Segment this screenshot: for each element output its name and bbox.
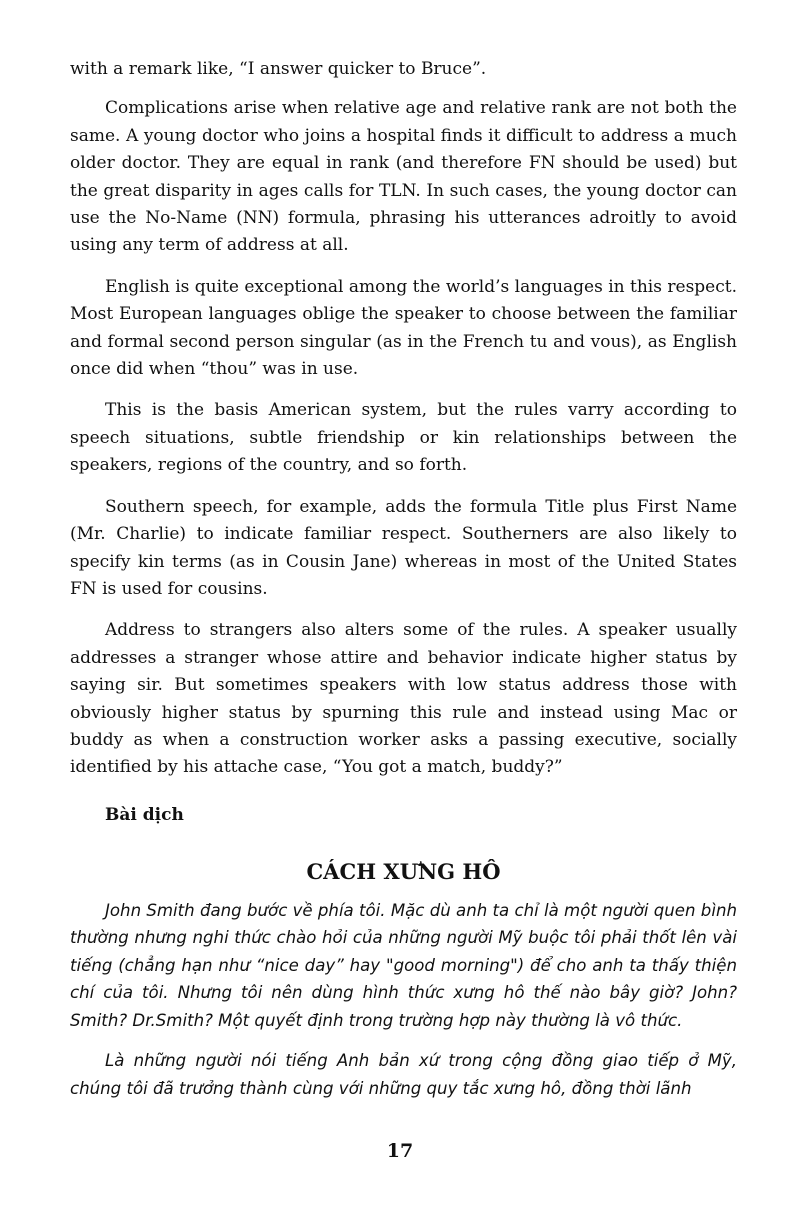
paragraph-southern-speech: Southern speech, for example, adds the formula Title plus First Name (Mr. Charlie) to indicate familiar respect. Southerners are also likely to specify kin terms (as in Cousin Jane) whereas in most of the United States FN is used for cousins. bbox=[70, 496, 737, 599]
translation-label: Bài dịch bbox=[105, 804, 184, 825]
paragraph-english-exceptional: English is quite exceptional among the world’s languages in this respect. Most European languages oblige the speaker to choose between the familiar and formal second person singular (as in the French tu and vous), as English once did when “thou” was in use. bbox=[70, 276, 737, 380]
paragraph-american-system: This is the basis American system, but the rules varry according to speech situations, subtle friendship or kin relationships between the speakers, regions of the country, and so forth. bbox=[70, 400, 737, 476]
paragraph-strangers: Address to strangers also alters some of the rules. A speaker usually addresses a stranger whose attire and behavior indicate higher status by saying sir. But sometimes speakers with low status address those with obviously higher status by spurning this rule and instead using Mac or buddy as when a construction worker asks a passing executive, socially identified by his attache case, “You got a match, buddy?” bbox=[70, 620, 737, 778]
translation-title: CÁCH XƯNG HÔ bbox=[306, 858, 501, 884]
page-body bbox=[70, 56, 737, 1115]
translation-paragraph-1: John Smith đang bước về phía tôi. Mặc dù anh ta chỉ là một người quen bình thường nhưng nghi thức chào hỏi của những người Mỹ buộc tôi phải thốt lên vài tiếng (chẳng hạn như “nice day” hay "good morning") để cho anh ta thấy thiện chí của tôi. Nhưng tôi nên dùng hình thức xưng hô thế nào bây giờ? John? Smith? Dr.Smith? Một quyết định trong trường hợp này thường là vô thức. bbox=[70, 900, 737, 1030]
page-number: 17 bbox=[386, 1140, 414, 1162]
paragraph-continuation: with a remark like, “I answer quicker to Bruce”. bbox=[70, 59, 487, 79]
translation-paragraph-2: Là những người nói tiếng Anh bản xứ trong cộng đồng giao tiếp ở Mỹ, chúng tôi đã trưởng thành cùng với những quy tắc xưng hô, đồng thời lãnh bbox=[70, 1051, 737, 1098]
paragraph-complications: Complications arise when relative age and relative rank are not both the same. A young doctor who joins a hospital finds it difficult to address a much older doctor. They are equal in rank (and therefore FN should be used) but the great disparity in ages calls for TLN. In such cases, the young doctor can use the No-Name (NN) formula, phrasing his utterances adroitly to avoid using any term of address at all. bbox=[70, 98, 737, 256]
